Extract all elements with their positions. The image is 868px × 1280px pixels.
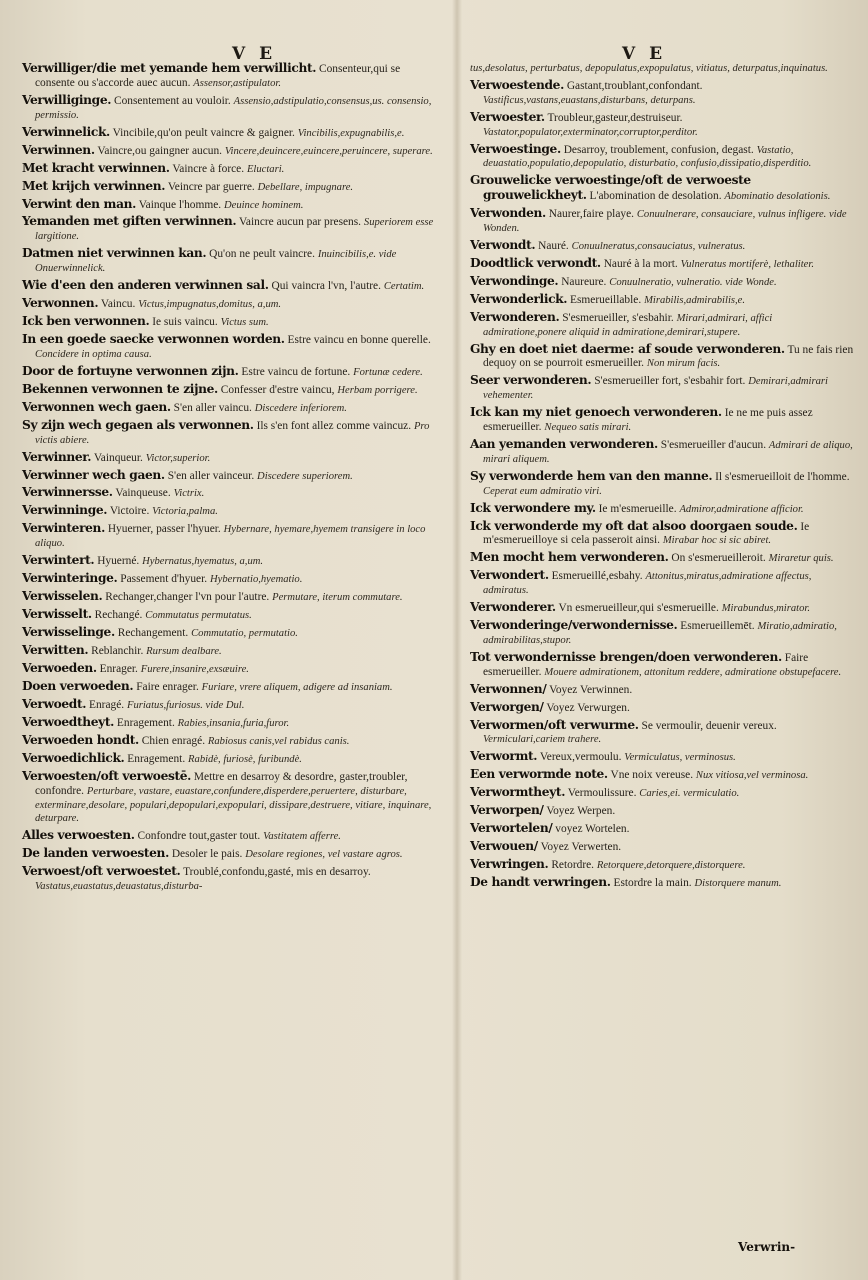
dictionary-entry (22, 590, 442, 605)
headword: Wie d'een den anderen verwinnen sal. (22, 278, 269, 293)
headword: Verworgen/ (470, 699, 544, 714)
latin-equivalent: Fortunæ cedere. (353, 366, 423, 378)
dictionary-entry (470, 311, 855, 340)
latin-equivalent: Rabiosus canis,vel rabidus canis. (207, 736, 350, 748)
dictionary-entry (470, 62, 855, 76)
headword: Verwringen. (470, 857, 549, 872)
headword: Verwitten. (22, 643, 89, 658)
headword: Verwoedichlick. (22, 751, 125, 766)
french-definition: Consentement au vouloir. (114, 94, 231, 107)
latin-equivalent: Pro victis abiere. (35, 420, 430, 446)
headword: Verwonnen wech gaen. (22, 399, 171, 414)
latin-equivalent: Assensio,adstipulatio,consensus,us. consensio, permissio. (35, 95, 432, 121)
latin-equivalent: Mirari,admirari, affici admiratione,ponere aliquid in admiratione,demirari,stupere. (483, 312, 773, 338)
headword: In een goede saecke verwonnen worden. (22, 332, 285, 346)
headword: Doodtlick verwondt. (470, 255, 601, 270)
latin-equivalent: Victus sum. (220, 317, 269, 329)
headword: Verwinteringe. (22, 571, 118, 586)
french-definition: Confesser d'estre vaincu, (220, 383, 335, 396)
headword: De handt verwringen. (470, 875, 611, 890)
latin-equivalent: Distorquere manum. (694, 878, 782, 890)
dictionary-entry (470, 786, 855, 801)
dictionary-entry (470, 520, 855, 549)
dictionary-entry (470, 750, 855, 765)
dictionary-entry (470, 502, 855, 517)
dictionary-entry (470, 257, 855, 272)
french-definition: Voyez Werpen. (546, 805, 616, 818)
headword: Verwoedt. (22, 697, 87, 712)
headword: Ghy en doet niet daerme: af soude verwonderen. (470, 341, 785, 356)
headword: Verwondt. (470, 237, 536, 252)
french-definition: Se vermoulir, deuenir vereux. (641, 719, 777, 732)
headword: Verwisselen. (22, 589, 103, 604)
french-definition: Vn esmerueilleur,qui s'esmerueille. (558, 602, 719, 615)
headword: Verwinnersse. (22, 485, 113, 500)
latin-equivalent: Vincere,deuincere,euincere,peruincere, superare. (224, 145, 433, 157)
french-definition: Vne noix vereuse. (610, 769, 694, 782)
latin-equivalent: Furere,insanire,exsæuire. (140, 664, 249, 676)
right-column (470, 62, 855, 894)
dictionary-entry (22, 297, 442, 312)
latin-equivalent: Herbam porrigere. (337, 384, 418, 396)
dictionary-entry (22, 644, 442, 659)
french-definition: Esmerueillable. (570, 293, 642, 306)
dictionary-entry (470, 470, 855, 499)
headword: Verwonderinge/verwondernisse. (470, 618, 678, 633)
dictionary-entry (470, 840, 855, 855)
french-definition: Consenteur,qui se consente ou s'accorde auec aucun. (35, 63, 401, 89)
latin-equivalent: Vincibilis,expugnabilis,e. (297, 127, 405, 139)
dictionary-entry (22, 572, 442, 587)
french-definition: Ie ne me puis assez esmerueiller. (483, 407, 813, 433)
french-definition: Voyez Verwerten. (540, 841, 622, 854)
latin-equivalent: Rursum dealbare. (146, 646, 222, 658)
dictionary-entry (22, 215, 442, 244)
french-definition: Il s'esmerueilloit de l'homme. (715, 470, 850, 483)
dictionary-entry (22, 608, 442, 623)
headword: Doen verwoeden. (22, 679, 134, 694)
headword: De landen verwoesten. (22, 846, 169, 861)
dictionary-entry (22, 162, 442, 177)
french-definition: Rechanger,changer l'vn pour l'autre. (105, 591, 270, 604)
headword: Verwoester. (470, 109, 545, 124)
french-definition: Ie m'esmerueilloye si cela passeroit ainsi. (483, 520, 810, 547)
headword: Alles verwoesten. (22, 828, 135, 843)
page-header-left: V E (232, 44, 277, 64)
french-definition: Estre vaincu en bonne querelle. (287, 334, 431, 346)
headword: Ick verwondere my. (470, 500, 596, 515)
french-definition: Mettre en desarroy & desordre, gaster,troubler, confondre. (35, 771, 408, 797)
headword: Een verwormde note. (470, 767, 608, 782)
headword: Ick kan my niet genoech verwonderen. (470, 405, 722, 420)
headword: Verwonden. (470, 206, 546, 221)
headword: Verwormt. (470, 749, 538, 764)
dictionary-entry (22, 62, 442, 91)
dictionary-entry (470, 683, 855, 698)
latin-equivalent: Nequeo satis mirari. (544, 421, 632, 433)
latin-equivalent: Vastitatem afferre. (263, 831, 341, 843)
french-definition: Enragement. (116, 717, 175, 730)
latin-equivalent: Furiare, vrere aliquem, adigere ad insaniam. (201, 682, 393, 694)
french-definition: Vaincre,ou gaingner aucun. (97, 144, 222, 157)
headword: Verwoestende. (470, 77, 564, 92)
latin-equivalent: Vulneratus mortiferè, lethaliter. (680, 258, 814, 270)
headword: Verwinner wech gaen. (22, 467, 165, 482)
latin-equivalent: Furiatus,furiosus. vide Dul. (126, 700, 245, 712)
french-definition: Estordre la main. (613, 877, 692, 890)
latin-equivalent: Commutatus permutatus. (145, 610, 252, 622)
headword: Verwortelen/ (470, 821, 553, 836)
latin-equivalent: Admirari de aliquo, mirari aliquem. (483, 439, 853, 465)
latin-equivalent: Debellare, impugnare. (257, 181, 354, 193)
french-definition: Tu ne fais rien dequoy on se pourroit esmerueiller. (483, 343, 854, 370)
french-definition: Rechangé. (94, 609, 143, 622)
dictionary-entry (470, 111, 855, 140)
latin-equivalent: Attonitus,miratus,admiratione affectus, admiratus. (483, 571, 812, 597)
latin-equivalent: Abominatio desolationis. (724, 191, 831, 203)
latin-equivalent: Miraretur quis. (768, 553, 834, 565)
headword: Verwonderer. (470, 600, 556, 615)
dictionary-entry (22, 698, 442, 713)
headword: Verwinninge. (22, 503, 108, 518)
french-definition: Esmerueillé,esbahy. (551, 570, 643, 583)
latin-equivalent: Mouere admirationem, attonitum reddere, admiratione obstupefacere. (544, 666, 842, 678)
dictionary-entry (470, 651, 855, 680)
dictionary-entry (22, 469, 442, 484)
dictionary-entry (22, 365, 442, 380)
french-definition: Faire enrager. (136, 681, 199, 694)
french-definition: Passement d'hyuer. (120, 573, 208, 586)
latin-equivalent: Vastatus,euastatus,deuastatus,disturba- (35, 881, 203, 893)
latin-equivalent: Non mirum facis. (646, 358, 721, 370)
latin-equivalent: Certatim. (383, 281, 425, 293)
french-definition: Faire esmerueiller. (483, 651, 809, 678)
dictionary-entry (22, 333, 442, 362)
latin-equivalent: Conuulnerare, consauciare, vulnus infligere. vide Wonden. (483, 209, 847, 234)
dictionary-entry (470, 768, 855, 783)
latin-equivalent: Demirari,admirari vehementer. (483, 376, 828, 402)
latin-equivalent: Hybernare, hyemare,hyemem transigere in loco aliquo. (35, 524, 426, 550)
dictionary-entry (470, 406, 855, 435)
dictionary-entry (470, 143, 855, 172)
french-definition: Ils s'en font allez comme vaincuz. (256, 419, 412, 432)
dictionary-entry (22, 279, 442, 294)
headword: Verwondinge. (470, 273, 559, 288)
french-definition: Naureure. (561, 275, 607, 288)
dictionary-entry (22, 144, 442, 159)
latin-equivalent: Rabies,insania,furia,furor. (177, 718, 290, 730)
latin-equivalent: Conuulneratus,consauciatus, vulneratus. (571, 240, 746, 252)
page-gutter (452, 0, 462, 1280)
headword: Verwinteren. (22, 521, 105, 536)
french-definition: On s'esmerueilleroit. (671, 552, 766, 565)
headword: Verwormtheyt. (470, 785, 566, 800)
dictionary-entry (22, 662, 442, 677)
headword: Verwondert. (470, 568, 549, 583)
dictionary-entry (470, 858, 855, 873)
latin-equivalent: Mirabilis,admirabilis,e. (644, 294, 746, 306)
latin-equivalent: Miratio,admiratio, admirabilitas,stupor. (483, 621, 837, 646)
headword: Verwoeden hondt. (22, 733, 139, 748)
headword: Datmen niet verwinnen kan. (22, 246, 207, 261)
french-definition: Qu'on ne peult vaincre. (209, 248, 315, 261)
headword: Yemanden met giften verwinnen. (22, 214, 237, 229)
dictionary-entry (22, 752, 442, 767)
headword: Tot verwondernisse brengen/doen verwonderen. (470, 649, 782, 664)
headword: Door de fortuyne verwonnen zijn. (22, 363, 239, 378)
dictionary-entry (470, 876, 855, 891)
left-column (22, 62, 442, 897)
dictionary-entry (22, 198, 442, 213)
latin-equivalent: Ceperat eum admiratio viri. (483, 485, 602, 497)
french-definition: Desoler le pais. (171, 848, 243, 861)
latin-equivalent: Eluctari. (246, 163, 285, 175)
headword: Ick ben verwonnen. (22, 314, 150, 329)
latin-equivalent: Perturbare, vastare, euastare,confundere,disperdere,peruertere, disturbare, exterminare,desolare, populari,depopulari,expopulari, dissipare,destruere, vitiare, inquinare, deturpare. (35, 785, 432, 825)
latin-equivalent: Rabidè, furiosè, furibundè. (188, 754, 302, 766)
dictionary-entry (22, 451, 442, 466)
headword: Verwoesten/oft verwoestē. (22, 769, 192, 784)
headword: Verwonderen. (470, 309, 560, 324)
dictionary-entry (22, 522, 442, 551)
french-definition: S'esmerueiller d'aucun. (660, 438, 767, 451)
headword: Men mocht hem verwonderen. (470, 550, 669, 565)
headword: Verwoest/oft verwoestet. (22, 864, 181, 879)
dictionary-entry (470, 275, 855, 290)
french-definition: Vereux,vermoulu. (539, 751, 622, 764)
dictionary-entry (22, 554, 442, 569)
latin-equivalent: Vastator,populator,exterminator,corruptor,perditor. (483, 126, 698, 138)
headword: Verwint den man. (22, 196, 137, 211)
french-definition: Esmerueillemēt. (680, 620, 755, 633)
headword: Verwoedtheyt. (22, 715, 115, 730)
latin-equivalent: Victrix. (173, 488, 205, 500)
headword: Sy zijn wech gegaen als verwonnen. (22, 417, 254, 432)
headword: Verwinner. (22, 449, 92, 464)
headword: Verwintert. (22, 553, 95, 568)
french-definition: Confondre tout,gaster tout. (137, 830, 261, 843)
dictionary-entry (22, 716, 442, 731)
french-definition: Enrager. (99, 663, 138, 676)
headword: Verwonnen. (22, 296, 99, 311)
dictionary-entry (22, 486, 442, 501)
latin-equivalent: Mirabar hoc si sic abiret. (662, 535, 772, 547)
french-definition: Vincibile,qu'on peult vaincre & gaigner. (112, 126, 295, 139)
dictionary-entry (22, 865, 442, 894)
dictionary-entry (22, 126, 442, 141)
latin-equivalent: Inuincibilis,e. vide Onuerwinnelick. (35, 249, 397, 275)
latin-equivalent: Desolare regiones, vel vastare agros. (245, 849, 403, 861)
headword: Verworpen/ (470, 803, 544, 818)
french-definition: S'en aller vaincu. (173, 401, 252, 414)
french-definition: Ie suis vaincu. (152, 316, 218, 329)
french-definition: Enragement. (127, 753, 186, 766)
french-definition: Veincre par guerre. (167, 180, 255, 193)
french-definition: Voyez Verwurgen. (546, 701, 630, 714)
dictionary-entry (22, 180, 442, 195)
latin-equivalent: tus,desolatus, perturbatus, depopulatus,expopulatus, vitiatus, deturpatus,inquinatus. (470, 63, 828, 74)
french-definition: Troubleur,gasteur,destruiseur. (547, 111, 683, 124)
french-definition: Voyez Verwinnen. (549, 683, 633, 696)
page-header-right: V E (622, 44, 667, 64)
headword: Verwoestinge. (470, 141, 561, 156)
headword: Verwisselinge. (22, 625, 115, 640)
headword: Grouwelicke verwoestinge/oft de verwoeste grouwelickheyt. (470, 173, 751, 203)
dictionary-entry (470, 374, 855, 403)
headword: Verwinnelick. (22, 124, 110, 139)
french-definition: S'en aller vainceur. (167, 469, 255, 482)
latin-equivalent: Discedere inferiorem. (254, 402, 347, 414)
dictionary-entry (22, 247, 442, 276)
dictionary-entry (22, 419, 442, 448)
french-definition: Vainque l'homme. (138, 198, 222, 211)
headword: Aan yemanden verwonderen. (470, 436, 658, 451)
latin-equivalent: Mirabundus,mirator. (721, 603, 810, 615)
headword: Verwilliger/die met yemande hem verwillicht. (22, 61, 317, 75)
dictionary-entry (470, 293, 855, 308)
latin-equivalent: Concidere in optima causa. (35, 348, 152, 360)
french-definition: Hyuerné. (97, 555, 140, 568)
dictionary-entry (22, 680, 442, 695)
latin-equivalent: Discedere superiorem. (257, 470, 353, 482)
latin-equivalent: Victus,impugnatus,domitus, a,um. (138, 299, 282, 311)
latin-equivalent: Conuulneratio, vulneratio. vide Wonde. (609, 276, 777, 288)
headword: Verwouen/ (470, 839, 538, 854)
dictionary-entry (470, 822, 855, 837)
latin-equivalent: Superiorem esse largitione. (35, 217, 434, 243)
latin-equivalent: Retorquere,detorquere,distorquere. (596, 860, 746, 872)
latin-equivalent: Admiror,admiratione afficior. (679, 503, 804, 515)
dictionary-entry (470, 619, 855, 648)
headword: Met kracht verwinnen. (22, 160, 170, 175)
dictionary-entry (470, 207, 855, 236)
french-definition: S'esmerueiller, s'esbahir. (562, 311, 674, 324)
french-definition: Rechangement. (117, 627, 189, 640)
french-definition: Estre vaincu de fortune. (241, 365, 351, 378)
french-definition: Vermoulissure. (567, 787, 637, 800)
dictionary-entry (470, 719, 855, 748)
french-definition: Naurer,faire playe. (548, 208, 634, 221)
french-definition: Gastant,troublant,confondant. (566, 79, 703, 92)
headword: Verwonderlick. (470, 291, 568, 306)
dictionary-entry (470, 79, 855, 108)
french-definition: Vaincu. (100, 298, 136, 311)
french-definition: voyez Wortelen. (555, 823, 630, 836)
dictionary-entry (22, 315, 442, 330)
dictionary-entry (22, 401, 442, 416)
latin-equivalent: Vermiculatus, verminosus. (624, 752, 736, 764)
dictionary-entry (470, 239, 855, 254)
headword: Seer verwonderen. (470, 373, 592, 388)
dictionary-entry (22, 383, 442, 398)
french-definition: Victoire. (109, 505, 150, 518)
latin-equivalent: Victor,superior. (145, 452, 211, 464)
dictionary-entry (22, 847, 442, 862)
dictionary-entry (22, 504, 442, 519)
dictionary-entry (470, 438, 855, 467)
headword: Bekennen verwonnen te zijne. (22, 381, 218, 396)
french-definition: Ie m'esmerueille. (598, 502, 677, 515)
headword: Sy verwonderde hem van den manne. (470, 468, 713, 483)
dictionary-entry (22, 734, 442, 749)
headword: Verwoeden. (22, 661, 97, 676)
french-definition: Nauré à la mort. (603, 257, 678, 270)
french-definition: Enragé. (89, 699, 125, 712)
headword: Verwilliginge. (22, 92, 112, 107)
catchword: Verwrin- (738, 1240, 796, 1254)
headword: Met krijch verwinnen. (22, 178, 166, 193)
dictionary-entry (470, 569, 855, 598)
headword: Verwinnen. (22, 142, 95, 157)
dictionary-entry (22, 829, 442, 844)
french-definition: Nauré. (538, 239, 569, 252)
french-definition: Vainqueuse. (115, 487, 171, 500)
dictionary-entry (22, 626, 442, 641)
french-definition: Reblanchir. (91, 645, 144, 658)
french-definition: Vaincre aucun par presens. (238, 216, 362, 229)
dictionary-entry (470, 701, 855, 716)
dictionary-entry (470, 343, 855, 372)
french-definition: S'esmerueiller fort, s'esbahir fort. (594, 375, 746, 388)
french-definition: Hyuerner, passer l'hyuer. (107, 523, 221, 536)
french-definition: Retordre. (551, 859, 595, 872)
french-definition: Troublé,confondu,gasté, mis en desarroy. (183, 866, 371, 879)
dictionary-entry (470, 174, 855, 204)
latin-equivalent: Assensor,astipulator. (193, 77, 282, 89)
french-definition: Desarroy, troublement, confusion, degast. (563, 143, 754, 156)
latin-equivalent: Caries,ei. vermiculatio. (639, 788, 740, 800)
french-definition: Qui vaincra l'vn, l'autre. (271, 280, 381, 293)
dictionary-entry (22, 94, 442, 123)
headword: Verwisselt. (22, 607, 92, 622)
latin-equivalent: Vermiculari,cariem trahere. (483, 734, 602, 746)
french-definition: Chien enragé. (141, 735, 206, 748)
latin-equivalent: Vastificus,vastans,euastans,disturbans, deturpans. (483, 94, 696, 106)
latin-equivalent: Permutare, iterum commutare. (272, 592, 403, 604)
dictionary-entry (22, 770, 442, 826)
latin-equivalent: Deuince hominem. (223, 199, 304, 211)
dictionary-entry (470, 601, 855, 616)
headword: Ick verwonderde my oft dat alsoo doorgaen soude. (470, 518, 798, 533)
dictionary-entry (470, 551, 855, 566)
french-definition: Vainqueur. (93, 451, 143, 464)
french-definition: Vaincre à force. (172, 162, 245, 175)
latin-equivalent: Nux vitiosa,vel verminosa. (695, 770, 809, 782)
latin-equivalent: Hybernatus,hyematus, a,um. (142, 556, 264, 568)
latin-equivalent: Victoria,palma. (152, 506, 218, 518)
latin-equivalent: Commutatio, permutatio. (191, 628, 298, 640)
french-definition: L'abomination de desolation. (589, 190, 722, 203)
dictionary-entry (470, 804, 855, 819)
latin-equivalent: Vastatio, deuastatio,populatio,depopulatio, disturbatio, confusio,dissipatio,disperditio. (483, 144, 812, 170)
headword: Verwonnen/ (470, 681, 547, 696)
latin-equivalent: Hybernatio,hyematio. (209, 574, 303, 586)
headword: Verwormen/oft verwurme. (470, 717, 639, 732)
